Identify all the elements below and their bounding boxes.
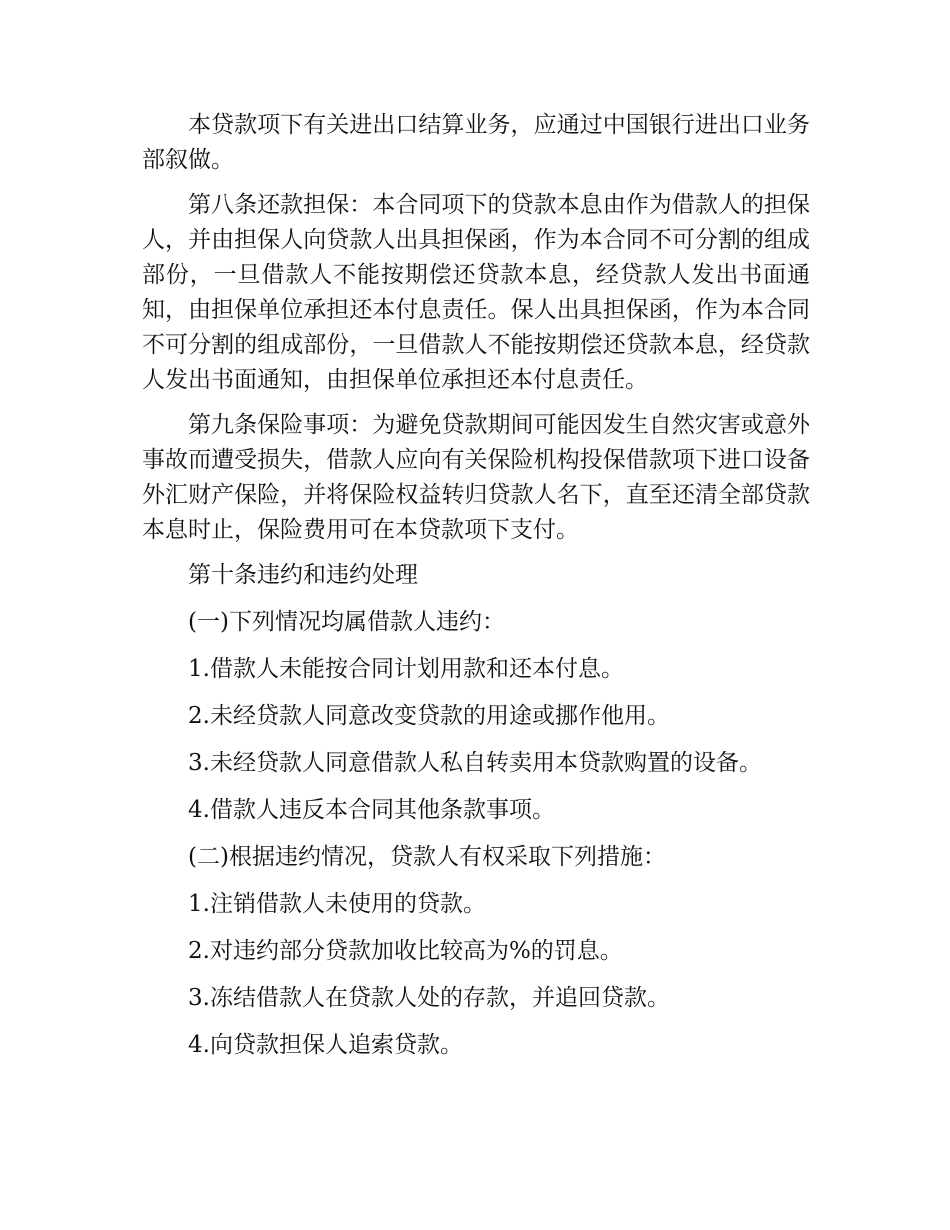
list-item: 3.冻结借款人在贷款人处的存款，并追回贷款。: [188, 985, 670, 1011]
list-item: 4.向贷款担保人追索贷款。: [188, 1032, 463, 1058]
list-item: 2.未经贷款人同意改变贷款的用途或挪作他用。: [188, 703, 670, 729]
paragraph-article-9-insurance: 第九条保险事项：为避免贷款期间可能因发生自然灾害或意外事故而遭受损失，借款人应向有关保险机构投保借款项下进口设备外汇财产保险，并将保险权益转归贷款人名下，直至还清全部贷款本息时止，保险费用可在本贷款项下支付。: [142, 412, 810, 543]
list-item: 1.借款人未能按合同计划用款和还本付息。: [188, 656, 624, 682]
list-item: 2.对违约部分贷款加收比较高为%的罚息。: [188, 938, 623, 964]
subheading-lender-measures: (二)根据违约情况，贷款人有权采取下列措施：: [188, 844, 666, 870]
document-body: [142, 108, 810, 1075]
list-item: 4.借款人违反本合同其他条款事项。: [188, 797, 555, 823]
heading-article-10-default: 第十条违约和违约处理: [188, 562, 418, 588]
paragraph-article-8-guarantee: 第八条还款担保：本合同项下的贷款本息由作为借款人的担保人，并由担保人向贷款人出具担保函，作为本合同不可分割的组成部份，一旦借款人不能按期偿还贷款本息，经贷款人发出书面通知，由担保单位承担还本付息责任。保人出具担保函，作为本合同不可分割的组成部份，一旦借款人不能按期偿还贷款本息，经贷款人发出书面通知，由担保单位承担还本付息责任。: [142, 192, 810, 393]
paragraph-settlement: 本贷款项下有关进出口结算业务，应通过中国银行进出口业务部叙做。: [142, 112, 810, 173]
list-item: 3.未经贷款人同意借款人私自转卖用本贷款购置的设备。: [188, 750, 762, 776]
subheading-default-cases: (一)下列情况均属借款人违约：: [188, 609, 505, 635]
list-item: 1.注销借款人未使用的贷款。: [188, 891, 486, 917]
